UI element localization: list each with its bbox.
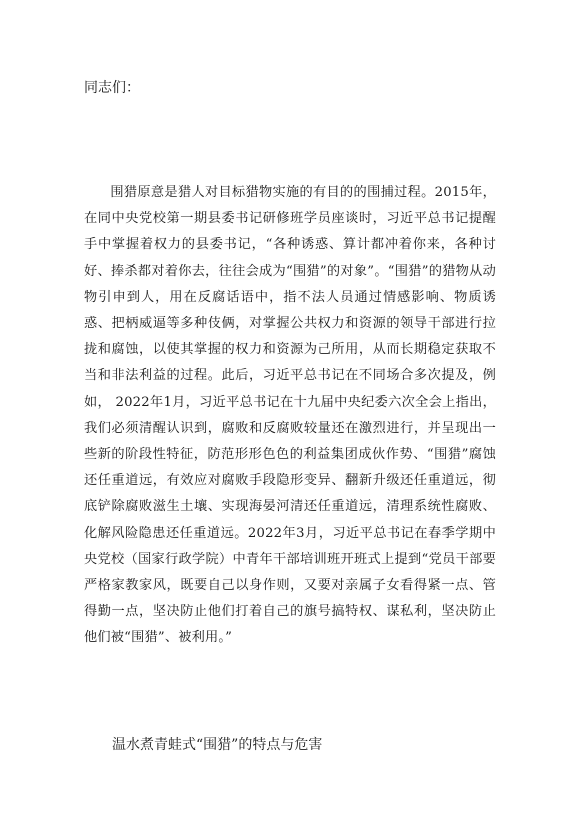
salutation: 同志们： [84,80,140,96]
section-heading: 温水煮青蛙式“围猎”的特点与危害 [112,737,323,753]
body-paragraph: 围猎原意是猎人对目标猎物实施的有目的的围捕过程。2015年，在同中央党校第一期县委书记研修班学员座谈时，习近平总书记提醒手中掌握着权力的县委书记，“各种诱惑、算计都冲着你来，各种讨好、捧杀都对着你去，往往会成为“围猎”的对象”。“围猎”的猎物从动物引申到人，用在反腐话语中，指不法人员通过情感影响、物质诱惑、把柄威逼等多种伎俩，对掌握公共权力和资源的领导干部进行拉拢和腐蚀，以使其掌握的权力和资源为己所用，从而长期稳定获取不当和非法利益的过程。此后，习近平总书记在不同场合多次提及，例如， 2022年1月，习近平总书记在十九届中央纪委六次全会上指出，我们必须清醒认识到，腐败和反腐败较量还在激烈进行，并呈现出一些新的阶段性特征，防范形形色色的利益集团成伙作势、“围猎”腐蚀还任重道远，有效应对腐败手段隐形变异、翻新升级还任重道远，彻底铲除腐败滋生土壤、实现海晏河清还任重道远，清理系统性腐败、化解风险隐患还任重道远。2022年3月，习近平总书记在春季学期中央党校（国家行政学院）中青年干部培训班开班式上提到“党员干部要严格家教家风，既要自己以身作则，又要对亲属子女看得紧一点、管得勤一点，坚决防止他们打着自己的旗号搞特权、谋私利，坚决防止他们被“围猎”、被利用。” [84,185,496,646]
